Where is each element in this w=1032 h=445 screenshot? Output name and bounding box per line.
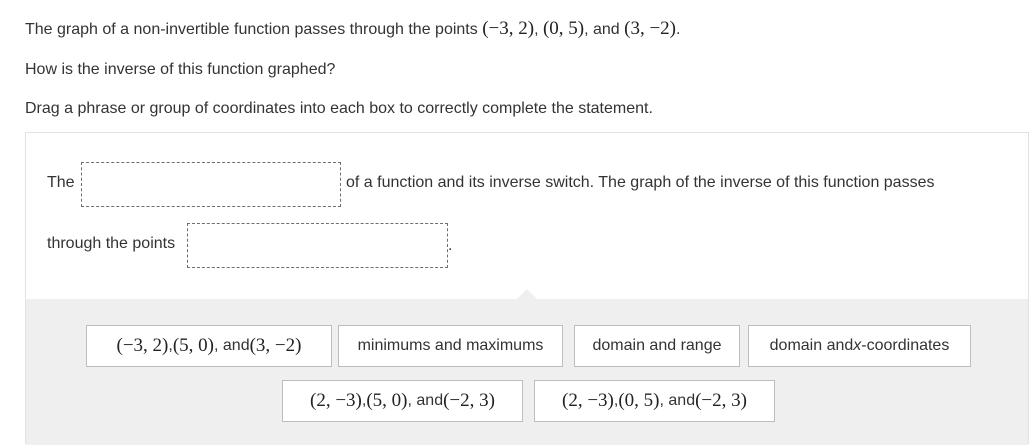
drop-box-2[interactable] (187, 223, 448, 268)
statement-part-2: of a function and its inverse switch. The graph of the inverse of this function passes (346, 174, 935, 191)
tile-points-a[interactable] (86, 325, 332, 367)
tile-point: (3, −2) (249, 335, 302, 356)
point-2: (0, 5) (542, 18, 585, 39)
tile-point: (2, −3) (310, 390, 362, 411)
instructions: Drag a phrase or group of coordinates into each box to correctly complete the statement. (25, 100, 653, 117)
separator: , (534, 21, 543, 38)
tile-text: -coordinates (861, 337, 950, 354)
question-prompt: How is the inverse of this function graphed? (25, 61, 336, 78)
tile-point: (5, 0) (366, 390, 408, 411)
statement-period: . (448, 237, 453, 254)
drag-drop-panel (25, 132, 1029, 444)
tile-domain-range[interactable]: domain and range (574, 325, 740, 367)
question-text (25, 18, 680, 40)
tile-point: (−2, 3) (443, 390, 495, 411)
tile-point: (−2, 3) (695, 390, 747, 411)
point-1: (−3, 2) (482, 18, 535, 39)
tile-sep: , (613, 392, 619, 409)
tile-and: , and (659, 392, 696, 409)
statement-part-1: The (47, 174, 75, 191)
tile-points-b[interactable] (282, 380, 523, 422)
tile-minimums-maximums[interactable]: minimums and maximums (338, 325, 563, 367)
tile-point: (2, −3) (562, 390, 614, 411)
tile-and: , and (407, 392, 444, 409)
tile-point: (0, 5) (618, 390, 660, 411)
tile-sep: , (361, 392, 367, 409)
tile-domain-x-coordinates[interactable] (748, 325, 971, 367)
question-intro: The graph of a non-invertible function passes through the points (25, 21, 483, 38)
tile-text: domain and (769, 337, 854, 354)
point-3: (3, −2) (624, 18, 677, 39)
tile-point: (−3, 2) (116, 335, 169, 356)
statement-area (26, 133, 1028, 299)
statement-part-3: through the points (47, 235, 176, 252)
tile-text-italic: x (853, 337, 862, 354)
tile-sep: , (168, 337, 173, 354)
drop-box-1[interactable] (81, 162, 341, 207)
tile-and: , and (214, 337, 250, 354)
tile-point: (5, 0) (172, 335, 214, 356)
period: . (676, 21, 681, 38)
answer-tray (26, 299, 1028, 445)
separator-and: , and (584, 21, 625, 38)
tile-points-c[interactable] (534, 380, 775, 422)
